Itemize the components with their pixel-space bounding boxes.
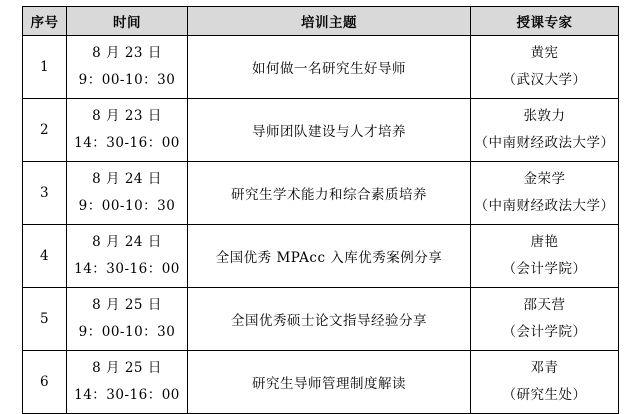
row-number: 3: [23, 162, 67, 225]
expert-organization: （会计学院）: [502, 261, 587, 277]
session-date: 8 月 25 日: [92, 297, 162, 313]
row-number: 4: [23, 225, 67, 288]
table-row: [23, 225, 619, 288]
header-topic: 培训主题: [188, 7, 471, 36]
expert-organization: （会计学院）: [502, 324, 587, 340]
session-time: 14：30-16：00: [74, 387, 180, 403]
session-topic: 研究生导师管理制度解读: [188, 351, 471, 414]
row-number: 1: [23, 36, 67, 99]
session-time: 9：00-10：30: [78, 72, 176, 88]
table-row: [23, 162, 619, 225]
row-number: 2: [23, 99, 67, 162]
session-time-cell: [67, 162, 188, 225]
session-topic: 全国优秀 MPAcc 入库优秀案例分享: [188, 225, 471, 288]
session-date: 8 月 24 日: [92, 171, 162, 187]
table-row: [23, 99, 619, 162]
row-number: 5: [23, 288, 67, 351]
session-time-cell: [67, 36, 188, 99]
session-time: 9：00-10：30: [78, 324, 176, 340]
table-row: [23, 288, 619, 351]
session-time: 14：30-16：00: [74, 135, 180, 151]
expert-name: 邵天营: [523, 297, 566, 313]
session-time-cell: [67, 99, 188, 162]
expert-name: 张敦力: [523, 108, 566, 124]
expert-cell: [471, 99, 619, 162]
session-topic: 研究生学术能力和综合素质培养: [188, 162, 471, 225]
session-date: 8 月 23 日: [92, 45, 162, 61]
session-time-cell: [67, 351, 188, 414]
expert-name: 唐艳: [530, 234, 559, 250]
training-schedule-table: [22, 6, 619, 414]
session-topic: 如何做一名研究生好导师: [188, 36, 471, 99]
row-number: 6: [23, 351, 67, 414]
expert-cell: [471, 288, 619, 351]
session-topic: 导师团队建设与人才培养: [188, 99, 471, 162]
session-date: 8 月 25 日: [92, 360, 162, 376]
session-topic: 全国优秀硕士论文指导经验分享: [188, 288, 471, 351]
expert-name: 金荣学: [523, 171, 566, 187]
expert-name: 黄宪: [530, 45, 559, 61]
expert-organization: （研究生处）: [502, 387, 587, 403]
expert-organization: （中南财经政法大学）: [474, 135, 615, 151]
expert-cell: [471, 36, 619, 99]
expert-cell: [471, 351, 619, 414]
table-row: [23, 36, 619, 99]
session-time-cell: [67, 225, 188, 288]
expert-cell: [471, 162, 619, 225]
session-time: 14：30-16：00: [74, 261, 180, 277]
session-time-cell: [67, 288, 188, 351]
expert-organization: （武汉大学）: [502, 72, 587, 88]
expert-cell: [471, 225, 619, 288]
expert-organization: （中南财经政法大学）: [474, 198, 615, 214]
table-row: [23, 351, 619, 414]
table-header-row: [23, 7, 619, 36]
header-expert: 授课专家: [471, 7, 619, 36]
header-time: 时间: [67, 7, 188, 36]
expert-name: 邓青: [530, 360, 559, 376]
session-date: 8 月 24 日: [92, 234, 162, 250]
session-time: 9：00-10：30: [78, 198, 176, 214]
header-no: 序号: [23, 7, 67, 36]
session-date: 8 月 23 日: [92, 108, 162, 124]
